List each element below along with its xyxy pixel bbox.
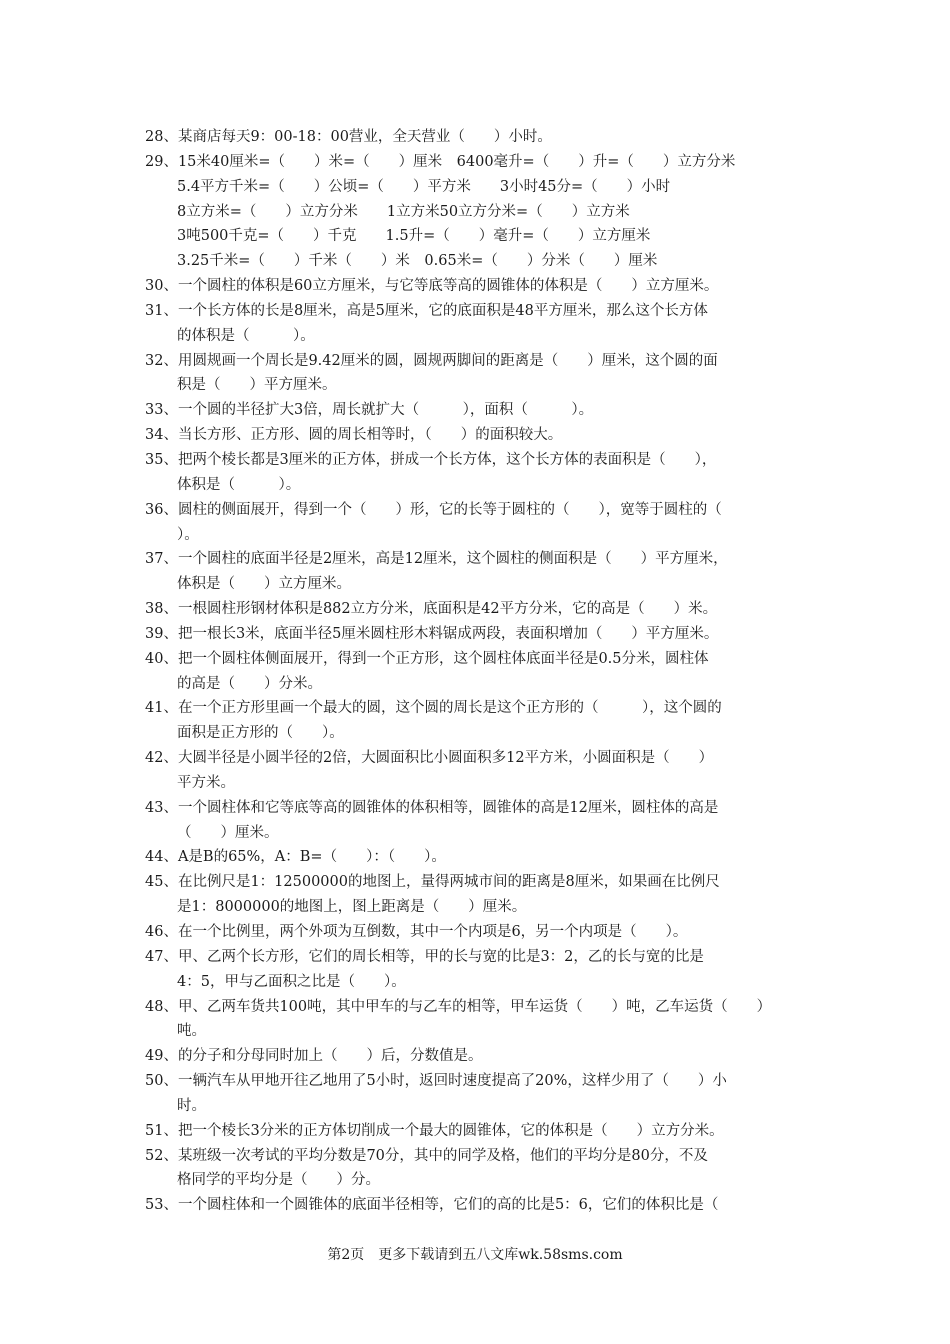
question-line: 31、一个长方体的长是8厘米，高是5厘米，它的底面积是48平方厘米，那么这个长方体 bbox=[145, 302, 708, 319]
question-line: 44、A是B的65%，A：B=（ ）：（ ）。 bbox=[145, 849, 446, 866]
question-continuation-line: 平方米。 bbox=[177, 774, 235, 791]
question-list bbox=[145, 125, 835, 1218]
question-line: 48、甲、乙两车货共100吨，其中甲车的与乙车的相等，甲车运货（ ）吨，乙车运货（ ） bbox=[145, 998, 772, 1015]
question-continuation-line: 5.4平方千米=（ ）公顷=（ ）平方米 3小时45分=（ ）小时 bbox=[177, 178, 671, 195]
question-continuation-line: 是1：8000000的地图上，图上距离是（ ）厘米。 bbox=[177, 899, 527, 916]
question-continuation-line: 体积是（ ）。 bbox=[177, 476, 301, 493]
question-line: 46、在一个比例里，两个外项为互倒数，其中一个内项是6，另一个内项是（ ）。 bbox=[145, 924, 688, 940]
question-continuation-line: 3吨500千克=（ ）千克 1.5升=（ ）毫升=（ ）立方厘米 bbox=[177, 228, 651, 245]
question-line: 41、在一个正方形里画一个最大的圆，这个圆的周长是这个正方形的（ ），这个圆的 bbox=[145, 700, 722, 717]
question-line: 43、一个圆柱体和它等底等高的圆锥体的体积相等，圆锥体的高是12厘米，圆柱体的高是 bbox=[145, 799, 719, 816]
question-line: 42、大圆半径是小圆半径的2倍，大圆面积比小圆面积多12平方米，小圆面积是（ ） bbox=[145, 750, 714, 767]
question-line: 33、一个圆的半径扩大3倍，周长就扩大（ ），面积（ ）。 bbox=[145, 402, 594, 419]
question-line: 50、一辆汽车从甲地开往乙地用了5小时，返回时速度提高了20%，这样少用了（ ）小 bbox=[145, 1073, 727, 1090]
question-continuation-line: （ ）厘米。 bbox=[177, 824, 279, 841]
question-continuation-line: 8立方米=（ ）立方分米 1立方米50立方分米=（ ）立方米 bbox=[177, 203, 630, 220]
question-line: 49、的分子和分母同时加上（ ）后，分数值是。 bbox=[145, 1048, 483, 1065]
question-line: 45、在比例尺是1：12500000的地图上，量得两城市间的距离是8厘米，如果画在比例尺 bbox=[145, 874, 720, 891]
question-line: 29、15米40厘米=（ ）米=（ ）厘米 6400毫升=（ ）升=（ ）立方分米 bbox=[145, 153, 736, 170]
question-line: 30、一个圆柱的体积是60立方厘米，与它等底等高的圆锥体的体积是（ ）立方厘米。 bbox=[145, 278, 719, 295]
question-line: 52、某班级一次考试的平均分数是70分，其中的同学及格，他们的平均分是80分，不及 bbox=[145, 1147, 708, 1164]
question-line: 28、某商店每天9：00-18：00营业，全天营业（ ）小时。 bbox=[145, 129, 552, 145]
question-continuation-line: 的体积是（ ）。 bbox=[177, 327, 315, 344]
question-line: 38、一根圆柱形钢材体积是882立方分米，底面积是42平方分米，它的高是（ ）米。 bbox=[145, 601, 718, 618]
question-continuation-line: 时。 bbox=[177, 1097, 206, 1114]
question-continuation-line: 积是（ ）平方厘米。 bbox=[177, 377, 337, 394]
question-continuation-line: 吨。 bbox=[177, 1023, 206, 1040]
question-line: 32、用圆规画一个周长是9.42厘米的圆，圆规两脚间的距离是（ ）厘米，这个圆的面 bbox=[145, 352, 718, 369]
question-continuation-line: ）。 bbox=[177, 526, 199, 543]
question-continuation-line: 格同学的平均分是（ ）分。 bbox=[177, 1172, 380, 1189]
question-continuation-line: 4：5，甲与乙面积之比是（ ）。 bbox=[177, 973, 406, 990]
question-continuation-line: 体积是（ ）立方厘米。 bbox=[177, 576, 351, 593]
question-continuation-line: 3.25千米=（ ）千米（ ）米 0.65米=（ ）分米（ ）厘米 bbox=[177, 253, 658, 270]
question-line: 36、圆柱的侧面展开，得到一个（ ）形，它的长等于圆柱的（ ），宽等于圆柱的（ bbox=[145, 501, 722, 518]
question-line: 51、把一个棱长3分米的正方体切削成一个最大的圆锥体，它的体积是（ ）立方分米。 bbox=[145, 1122, 724, 1139]
question-continuation-line: 面积是正方形的（ ）。 bbox=[177, 725, 344, 742]
question-continuation-line: 的高是（ ）分米。 bbox=[177, 675, 322, 692]
question-line: 34、当长方形、正方形、圆的周长相等时，（ ）的面积较大。 bbox=[145, 427, 563, 444]
question-line: 37、一个圆柱的底面半径是2厘米，高是12厘米，这个圆柱的侧面积是（ ）平方厘米， bbox=[145, 551, 728, 568]
page-footer: 第2页 更多下载请到五八文库wk.58sms.com bbox=[327, 1247, 623, 1263]
question-line: 35、把两个棱长都是3厘米的正方体，拼成一个长方体，这个长方体的表面积是（ ）， bbox=[145, 451, 717, 468]
question-line: 53、一个圆柱体和一个圆锥体的底面半径相等，它们的高的比是5：6，它们的体积比是（ bbox=[145, 1197, 719, 1214]
question-line: 47、甲、乙两个长方形，它们的周长相等，甲的长与宽的比是3：2，乙的长与宽的比是 bbox=[145, 948, 704, 965]
question-line: 40、把一个圆柱体侧面展开，得到一个正方形，这个圆柱体底面半径是0.5分米，圆柱体 bbox=[145, 650, 709, 667]
question-line: 39、把一根长3米，底面半径5厘米圆柱形木料锯成两段，表面积增加（ ）平方厘米。 bbox=[145, 625, 719, 642]
